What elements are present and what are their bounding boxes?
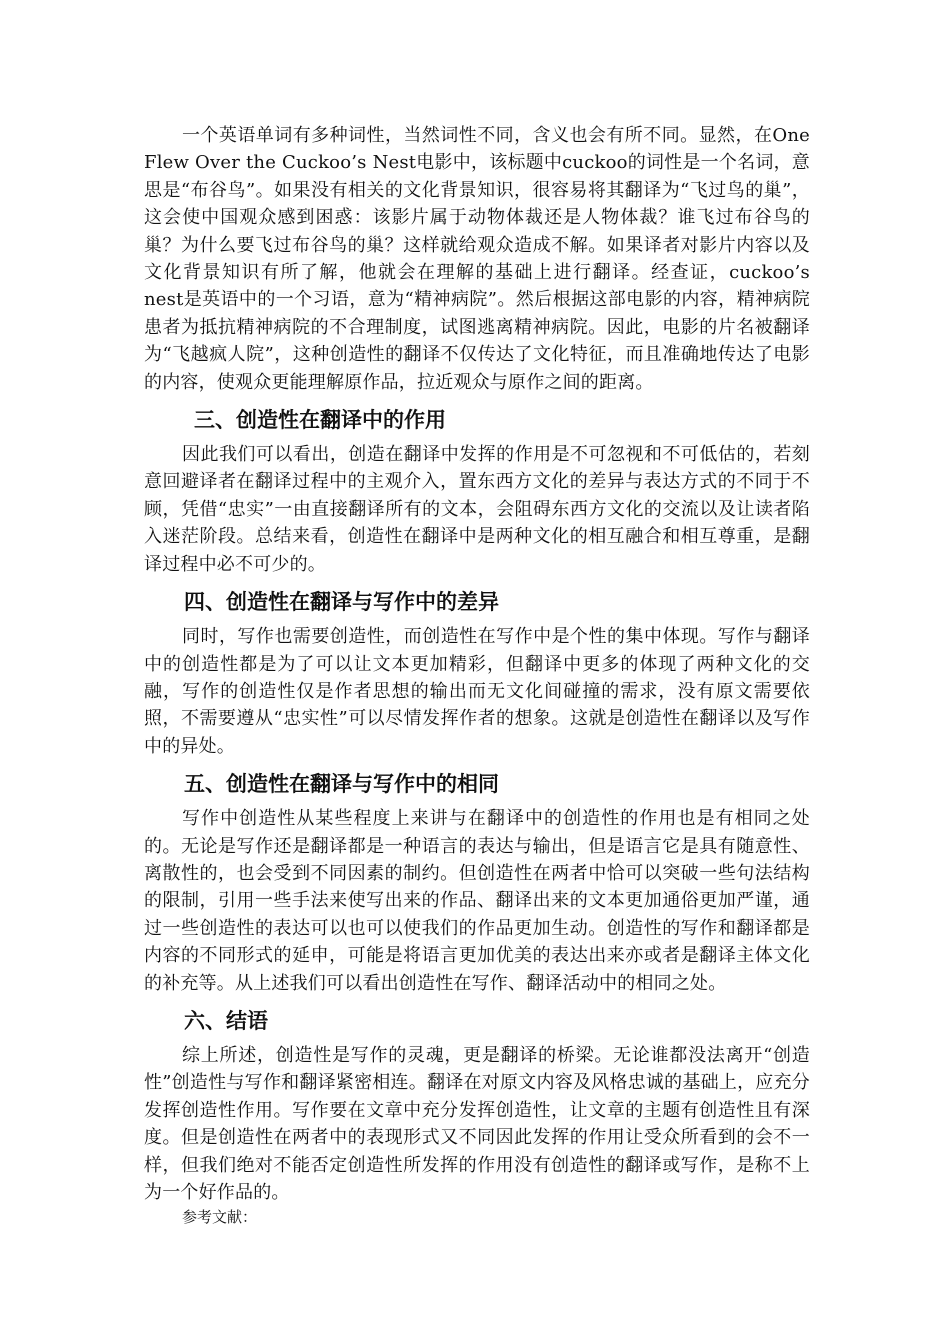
section-heading-6: 六、结语 (184, 1008, 268, 1033)
section-heading-3: 三、创造性在翻译中的作用 (194, 408, 446, 433)
paragraph-role-of-creativity: 因此我们可以看出，创造在翻译中发挥的作用是不可忽视和不可低估的，若刻意回避译者在翻译过程中的主观介入，置东西方文化的差异与表达方式的不同于不顾，凭借“忠实”一由直接翻译所有的文本，会阻碍东西方文化的交流以及让读者陷入迷茫阶段。总结来看，创造性在翻译中是两种文化的相互融合和相互尊重，是翻译过程中必不可少的。 (144, 444, 810, 575)
section-heading-4: 四、创造性在翻译与写作中的差异 (184, 590, 499, 615)
paragraph-title-translation: 一个英语单词有多种词性，当然词性不同，含义也会有所不同。显然，在One Flew Over the Cuckoo’s Nest电影中，该标题中cuckoo的词性是一个名词，意思是“布谷鸟”。如果没有相关的文化背景知识，很容易将其翻译为“飞过鸟的巢”，这会使中国观众感到困惑：该影片属于动物体裁还是人物体裁？谁飞过布谷鸟的巢？为什么要飞过布谷鸟的巢？这样就给观众造成不解。如果译者对影片内容以及文化背景知识有所了解，他就会在理解的基础上进行翻译。经查证，cuckoo’s nest是英语中的一个习语，意为“精神病院”。然后根据这部电影的内容，精神病院患者为抵抗精神病院的不合理制度，试图逃离精神病院。因此，电影的片名被翻译为“飞越疯人院”，这种创造性的翻译不仅传达了文化特征，而且准确地传达了电影的内容，使观众更能理解原作品，拉近观众与原作之间的距离。 (144, 125, 810, 393)
paragraph-differences: 同时，写作也需要创造性，而创造性在写作中是个性的集中体现。写作与翻译中的创造性都是为了可以让文本更加精彩，但翻译中更多的体现了两种文化的交融，写作的创造性仅是作者思想的输出而无文化间碰撞的需求，没有原文需要依照，不需要遵从“忠实性”可以尽情发挥作者的想象。这就是创造性在翻译以及写作中的异处。 (144, 626, 810, 757)
references-label: 参考文献： (182, 1208, 258, 1227)
paragraph-conclusion: 综上所述，创造性是写作的灵魂，更是翻译的桥梁。无论谁都没法离开“创造性”创造性与写作和翻译紧密相连。翻译在对原文内容及风格忠诚的基础上，应充分发挥创造性作用。写作要在文章中充分发挥创造性，让文章的主题有创造性且有深度。但是创造性在两者中的表现形式又不同因此发挥的作用让受众所看到的会不一样，但我们绝对不能否定创造性所发挥的作用没有创造性的翻译或写作，是称不上为一个好作品的。 (144, 1044, 810, 1203)
section-heading-5: 五、创造性在翻译与写作中的相同 (184, 772, 499, 797)
paragraph-similarities: 写作中创造性从某些程度上来讲与在翻译中的创造性的作用也是有相同之处的。无论是写作还是翻译都是一种语言的表达与输出，但是语言它是具有随意性、离散性的，也会受到不同因素的制约。但创造性在两者中恰可以突破一些句法结构的限制，引用一些手法来使写出来的作品、翻译出来的文本更加通俗更加严谨，通过一些创造性的表达可以也可以使我们的作品更加生动。创造性的写作和翻译都是内容的不同形式的延申，可能是将语言更加优美的表达出来亦或者是翻译主体文化的补充等。从上述我们可以看出创造性在写作、翻译活动中的相同之处。 (144, 808, 810, 994)
